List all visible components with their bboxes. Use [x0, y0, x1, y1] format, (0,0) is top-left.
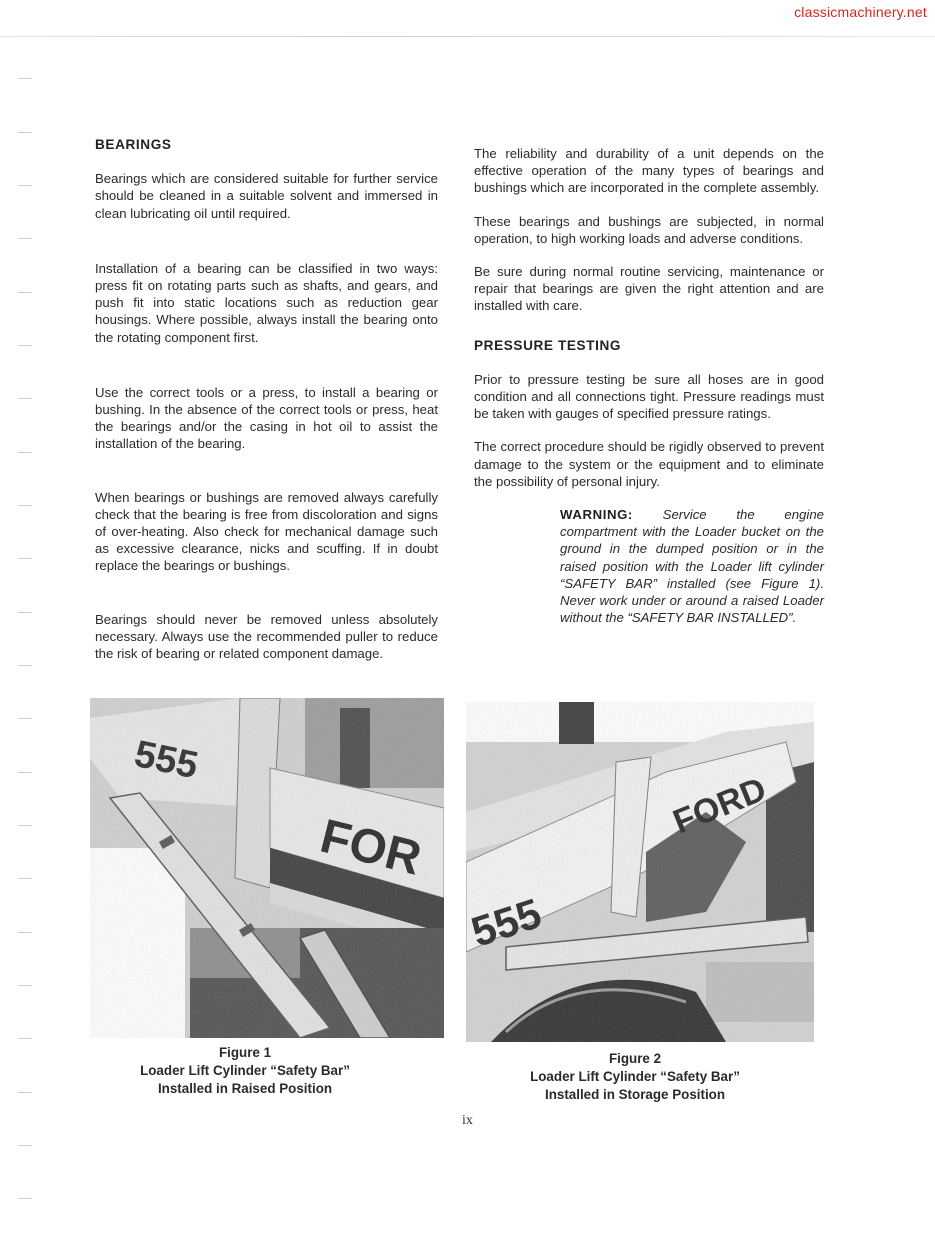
binding-margin-marks	[0, 0, 40, 1238]
warning-text: Service the engine compartment with the Loader bucket on the ground in the dumped position or in the raised position with the Loader lift cylinder “SAFETY BAR” installed (see Figure 1). Never work under or around a raised Loader without the “SAFETY BAR INSTALLED”.	[560, 507, 824, 626]
right-column	[474, 145, 824, 626]
figure-2-title: Figure 2	[608, 1051, 662, 1066]
loader-storage-safety-bar-image	[466, 702, 814, 1042]
figure-2-caption	[480, 1050, 790, 1104]
figure-1-caption-line-1: Loader Lift Cylinder “Safety Bar”	[140, 1063, 350, 1078]
pressure-paragraph-1: Prior to pressure testing be sure all hoses are in good condition and all connections tight. Pressure readings must be taken with gauges of specified pressure ratings.	[474, 371, 824, 422]
figure-2-caption-line-2: Installed in Storage Position	[544, 1087, 726, 1102]
warning-label: WARNING:	[560, 507, 633, 523]
section-heading-pressure-testing: PRESSURE TESTING	[474, 337, 622, 353]
scan-edge-line	[0, 36, 935, 37]
figure-1-caption	[100, 1044, 390, 1098]
loads-paragraph: These bearings and bushings are subjected, in normal operation, to high working loads and adverse conditions.	[474, 213, 824, 246]
loader-raised-safety-bar-image	[90, 698, 444, 1038]
left-column	[95, 136, 438, 662]
servicing-paragraph: Be sure during normal routine servicing, maintenance or repair that bearings are given the right attention and are installed with care.	[474, 264, 824, 314]
page-number: ix	[462, 1113, 473, 1128]
figure-2-photo	[466, 702, 814, 1042]
section-heading-bearings: BEARINGS	[95, 137, 172, 152]
bearings-paragraph-1: Bearings which are considered suitable for further service should be cleaned in a suitable solvent and immersed in clean lubricating oil until required.	[95, 171, 438, 221]
bearings-paragraph-4: When bearings or bushings are removed always carefully check that the bearing is free from discoloration and signs of over-heating. Also check for mechanical damage such as excessive clearance, nicks and scuffing. If in doubt replace the bearings or bushings.	[95, 489, 438, 574]
figure-1-photo	[90, 698, 444, 1038]
figure-1-caption-line-2: Installed in Raised Position	[157, 1081, 333, 1096]
warning-block	[560, 506, 824, 626]
figure-1-title: Figure 1	[218, 1045, 272, 1060]
bearings-paragraph-5: Bearings should never be removed unless absolutely necessary. Always use the recommended puller to reduce the risk of bearing or related component damage.	[95, 611, 438, 662]
pressure-paragraph-2: The correct procedure should be rigidly observed to prevent damage to the system or the equipment and to eliminate the possibility of personal injury.	[474, 439, 824, 489]
bearings-paragraph-2: Installation of a bearing can be classified in two ways: press fit on rotating parts such as shafts, and gears, and push fit into static locations such as reduction gear housings. Where possible, always install the bearing onto the rotating component first.	[95, 260, 438, 345]
bearings-paragraph-3: Use the correct tools or a press, to install a bearing or bushing. In the absence of the correct tools or press, heat the bearings and/or the casing in hot oil to assist the installation of the bearing.	[95, 384, 438, 452]
watermark[interactable]: classicmachinery.net	[794, 4, 927, 20]
reliability-paragraph: The reliability and durability of a unit depends on the effective operation of the many types of bearings and bushings which are incorporated in the complete assembly.	[474, 146, 824, 196]
figure-2-caption-line-1: Loader Lift Cylinder “Safety Bar”	[530, 1069, 740, 1084]
